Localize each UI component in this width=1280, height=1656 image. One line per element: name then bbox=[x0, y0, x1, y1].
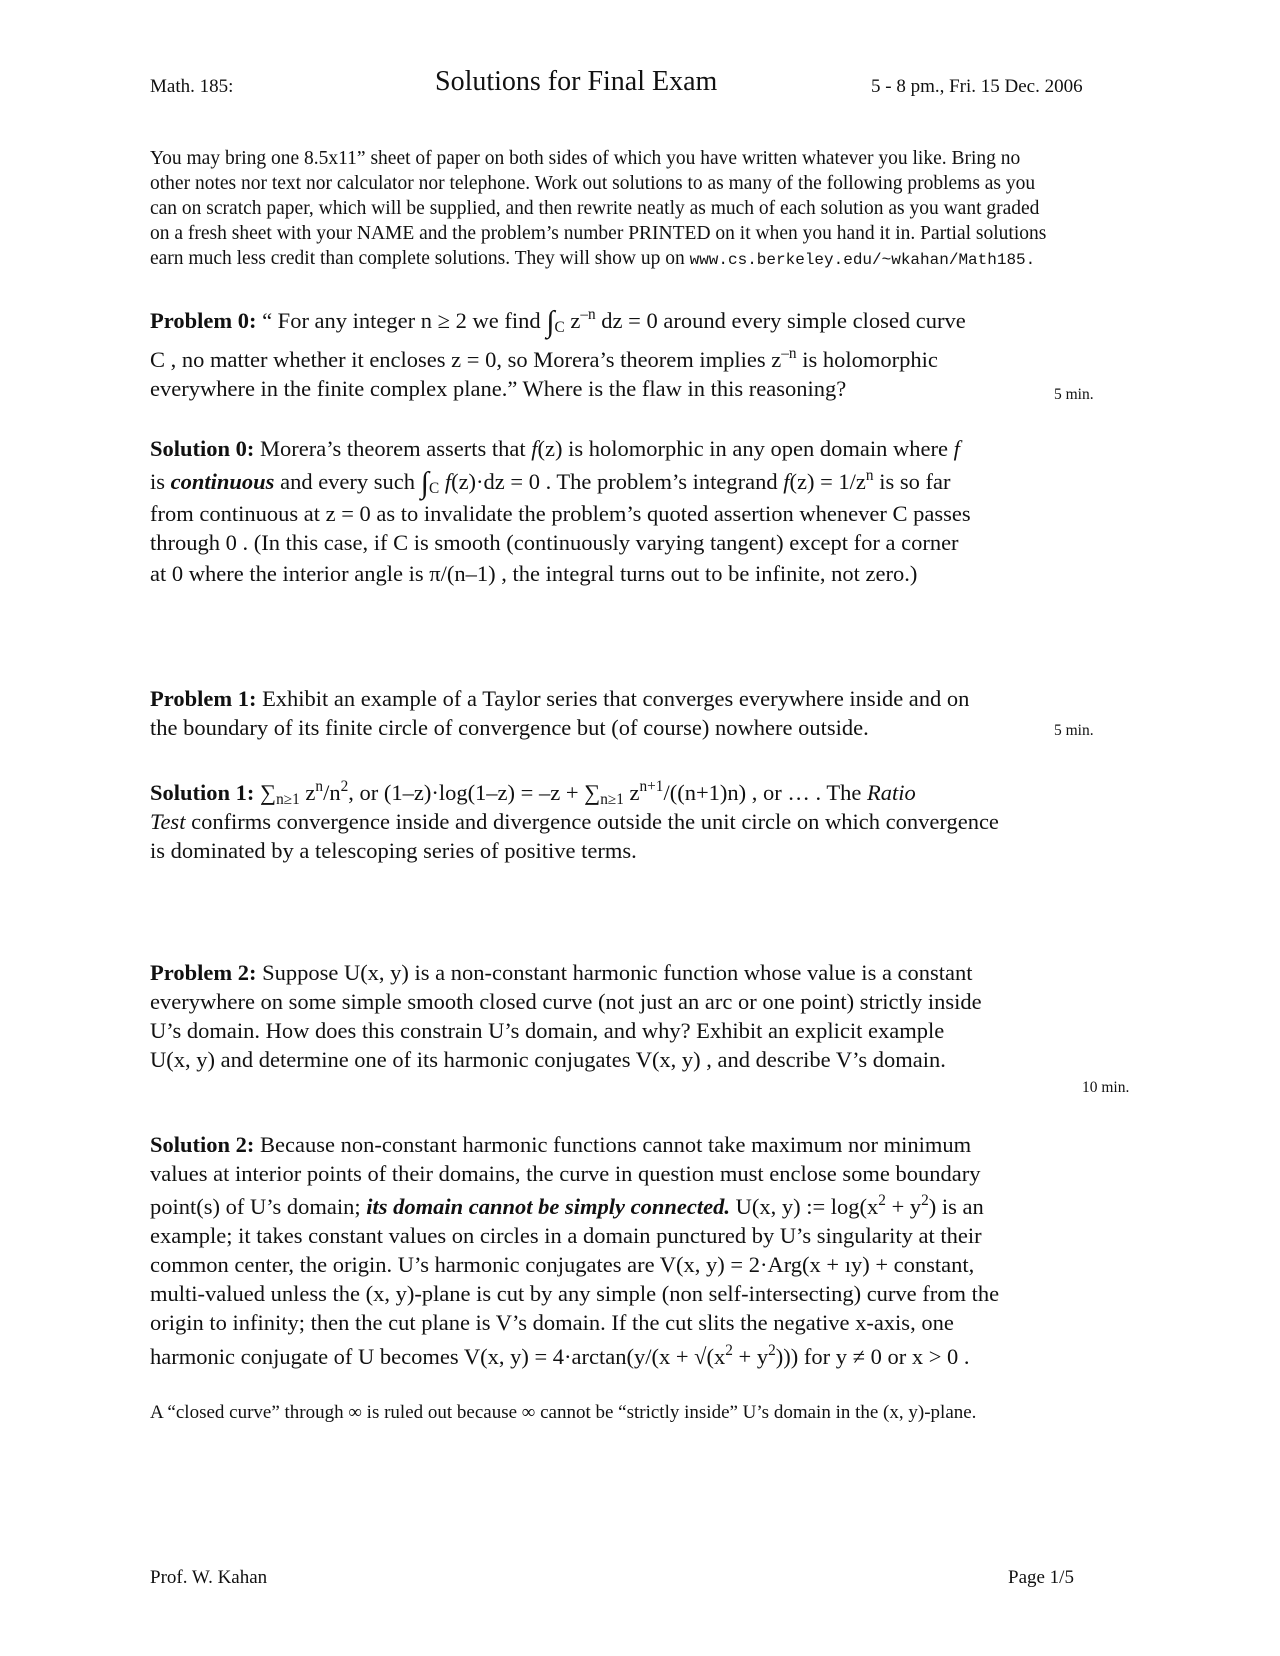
problem-2-label: Problem 2: bbox=[150, 960, 257, 985]
superscript: 2 bbox=[340, 777, 349, 795]
text: ))) for y ≠ 0 or x > 0 . bbox=[775, 1344, 970, 1369]
subscript: n≥1 bbox=[276, 790, 300, 808]
intro-line bbox=[150, 246, 1046, 273]
solution-2-line bbox=[150, 1342, 999, 1371]
text: f bbox=[444, 469, 452, 494]
problem-0-line bbox=[150, 304, 966, 339]
text: U(x, y) := log(x bbox=[729, 1194, 879, 1219]
text: “ For any integer n ≥ 2 we find bbox=[262, 308, 547, 333]
solution-0-label: Solution 0: bbox=[150, 436, 255, 461]
superscript: n bbox=[315, 777, 324, 795]
text: ) is an bbox=[928, 1194, 984, 1219]
integral-sign-icon: ∫ bbox=[546, 304, 555, 339]
text: Ratio bbox=[866, 780, 916, 805]
problem-1 bbox=[150, 684, 969, 742]
solution-2-line: origin to infinity; then the cut plane is V’s domain. If the cut slits the negative x-axis, one bbox=[150, 1310, 954, 1335]
subscript: n≥1 bbox=[600, 790, 624, 808]
solution-2-line: multi-valued unless the (x, y)-plane is cut by any simple (non self-intersecting) curve from the bbox=[150, 1281, 1000, 1306]
solution-0-line: through 0 . (In this case, if C is smooth (continuously varying tangent) except for a corner bbox=[150, 530, 959, 555]
text: Suppose U(x, y) is a non-constant harmonic function whose value is a constant bbox=[262, 960, 973, 985]
text: is bbox=[150, 469, 171, 494]
solution-2 bbox=[150, 1130, 999, 1371]
problem-1-label: Problem 1: bbox=[150, 686, 257, 711]
solution-0-line bbox=[150, 465, 971, 500]
text: Because non-constant harmonic functions cannot take maximum nor minimum bbox=[260, 1132, 972, 1157]
sum-sign: ∑ bbox=[584, 780, 601, 805]
solution-0 bbox=[150, 434, 971, 588]
text: and every such bbox=[274, 469, 421, 494]
problem-0-label: Problem 0: bbox=[150, 308, 257, 333]
integral-sign-icon: ∫ bbox=[420, 465, 429, 500]
intro-line: You may bring one 8.5x11” sheet of paper on both sides of which you have written whatever you like. Bring no bbox=[150, 148, 1021, 169]
text: , or (1–z)·log(1–z) = –z + bbox=[348, 780, 585, 805]
solution-1-line: is dominated by a telescoping series of positive terms. bbox=[150, 838, 637, 863]
problem-0-time: 5 min. bbox=[1054, 386, 1094, 403]
page-title: Solutions for Final Exam bbox=[435, 66, 718, 97]
superscript: n+1 bbox=[639, 777, 664, 795]
problem-2-time: 10 min. bbox=[1082, 1079, 1130, 1096]
text: harmonic conjugate of U becomes V(x, y) = 4·arctan(y/(x + √(x bbox=[150, 1344, 726, 1369]
page-number: Page 1/5 bbox=[1008, 1567, 1074, 1588]
superscript: 2 bbox=[768, 1341, 776, 1359]
course-label: Math. 185: bbox=[150, 76, 234, 97]
solution-2-label: Solution 2: bbox=[150, 1132, 255, 1157]
footer-author: Prof. W. Kahan bbox=[150, 1567, 268, 1588]
text: is holomorphic bbox=[796, 347, 938, 372]
text: f bbox=[953, 436, 960, 461]
solution-2-line: values at interior points of their domains, the curve in question must enclose some boundary bbox=[150, 1161, 981, 1186]
superscript: 2 bbox=[878, 1191, 886, 1209]
solution-2-line: example; it takes constant values on circles in a domain punctured by U’s singularity at their bbox=[150, 1223, 982, 1248]
text: + y bbox=[732, 1344, 769, 1369]
text: z bbox=[564, 308, 581, 333]
intro-paragraph bbox=[150, 146, 1046, 273]
subscript: C bbox=[428, 479, 440, 497]
superscript: –n bbox=[781, 344, 797, 362]
text: f bbox=[783, 469, 790, 494]
text: z bbox=[623, 780, 640, 805]
course-url: www.cs.berkeley.edu/~wkahan/Math185. bbox=[689, 251, 1036, 269]
problem-1-time: 5 min. bbox=[1054, 722, 1094, 739]
text: z bbox=[299, 780, 316, 805]
problem-0-line bbox=[150, 345, 966, 374]
solution-2-line bbox=[150, 1192, 999, 1221]
problem-2-line bbox=[150, 958, 982, 987]
text: C , no matter whether it encloses z = 0, so Morera’s theorem implies z bbox=[150, 347, 782, 372]
intro-line: other notes nor text nor calculator nor telephone. Work out solutions to as many of the following problems as you bbox=[150, 173, 1036, 194]
intro-line: can on scratch paper, which will be supplied, and then rewrite neatly as much of each solution as you want graded bbox=[150, 198, 1040, 219]
text: confirms convergence inside and divergence outside the unit circle on which convergence bbox=[185, 809, 999, 834]
problem-0-line: everywhere in the finite complex plane.” Where is the flaw in this reasoning? bbox=[150, 376, 847, 401]
superscript: 2 bbox=[725, 1341, 733, 1359]
problem-2 bbox=[150, 958, 982, 1074]
problem-2-line: U’s domain. How does this constrain U’s domain, and why? Exhibit an explicit example bbox=[150, 1018, 945, 1043]
closing-note: A “closed curve” through ∞ is ruled out because ∞ cannot be “strictly inside” U’s domain in the (x, y)-plane. bbox=[150, 1402, 977, 1423]
problem-1-line bbox=[150, 684, 969, 713]
solution-0-line: at 0 where the interior angle is π/(n–1) , the integral turns out to be infinite, not zero.) bbox=[150, 561, 918, 586]
intro-line: on a fresh sheet with your NAME and the problem’s number PRINTED on it when you hand it in. Partial solutions bbox=[150, 223, 1047, 244]
superscript: 2 bbox=[921, 1191, 929, 1209]
superscript: n bbox=[865, 466, 874, 484]
text: f bbox=[531, 436, 538, 461]
solution-2-line bbox=[150, 1130, 999, 1159]
solution-1 bbox=[150, 778, 999, 865]
problem-1-line: the boundary of its finite circle of convergence but (of course) nowhere outside. bbox=[150, 715, 869, 740]
solution-2-line: common center, the origin. U’s harmonic conjugates are V(x, y) = 2·Arg(x + ıy) + constant, bbox=[150, 1252, 975, 1277]
text: + y bbox=[885, 1194, 922, 1219]
solution-0-line: from continuous at z = 0 as to invalidate the problem’s quoted assertion whenever C passes bbox=[150, 501, 971, 526]
text: Test bbox=[150, 809, 186, 834]
sum-sign: ∑ bbox=[260, 780, 277, 805]
intro-last-text: earn much less credit than complete solutions. They will show up on bbox=[150, 248, 690, 269]
text: Morera’s theorem asserts that bbox=[260, 436, 532, 461]
text: point(s) of U’s domain; bbox=[150, 1194, 367, 1219]
superscript: –n bbox=[580, 305, 596, 323]
solution-1-label: Solution 1: bbox=[150, 780, 255, 805]
emphasis: its domain cannot be simply connected. bbox=[366, 1194, 730, 1219]
solution-1-line bbox=[150, 778, 999, 807]
text: dz = 0 around every simple closed curve bbox=[595, 308, 966, 333]
emphasis: continuous bbox=[170, 469, 275, 494]
problem-0 bbox=[150, 306, 966, 403]
text: (z)·dz = 0 . The problem’s integrand bbox=[451, 469, 784, 494]
solution-1-line bbox=[150, 807, 999, 836]
text: Exhibit an example of a Taylor series that converges everywhere inside and on bbox=[262, 686, 970, 711]
subscript: C bbox=[554, 318, 565, 336]
exam-datetime: 5 - 8 pm., Fri. 15 Dec. 2006 bbox=[871, 76, 1083, 97]
text: /n bbox=[323, 780, 341, 805]
text: /((n+1)n) , or … . The bbox=[663, 780, 867, 805]
text: (z) = 1/z bbox=[789, 469, 866, 494]
text: is so far bbox=[873, 469, 951, 494]
problem-2-line: everywhere on some simple smooth closed curve (not just an arc or one point) strictly inside bbox=[150, 989, 982, 1014]
solution-0-line bbox=[150, 434, 971, 463]
problem-2-line: U(x, y) and determine one of its harmonic conjugates V(x, y) , and describe V’s domain. bbox=[150, 1047, 946, 1072]
text: (z) is holomorphic in any open domain where bbox=[537, 436, 954, 461]
